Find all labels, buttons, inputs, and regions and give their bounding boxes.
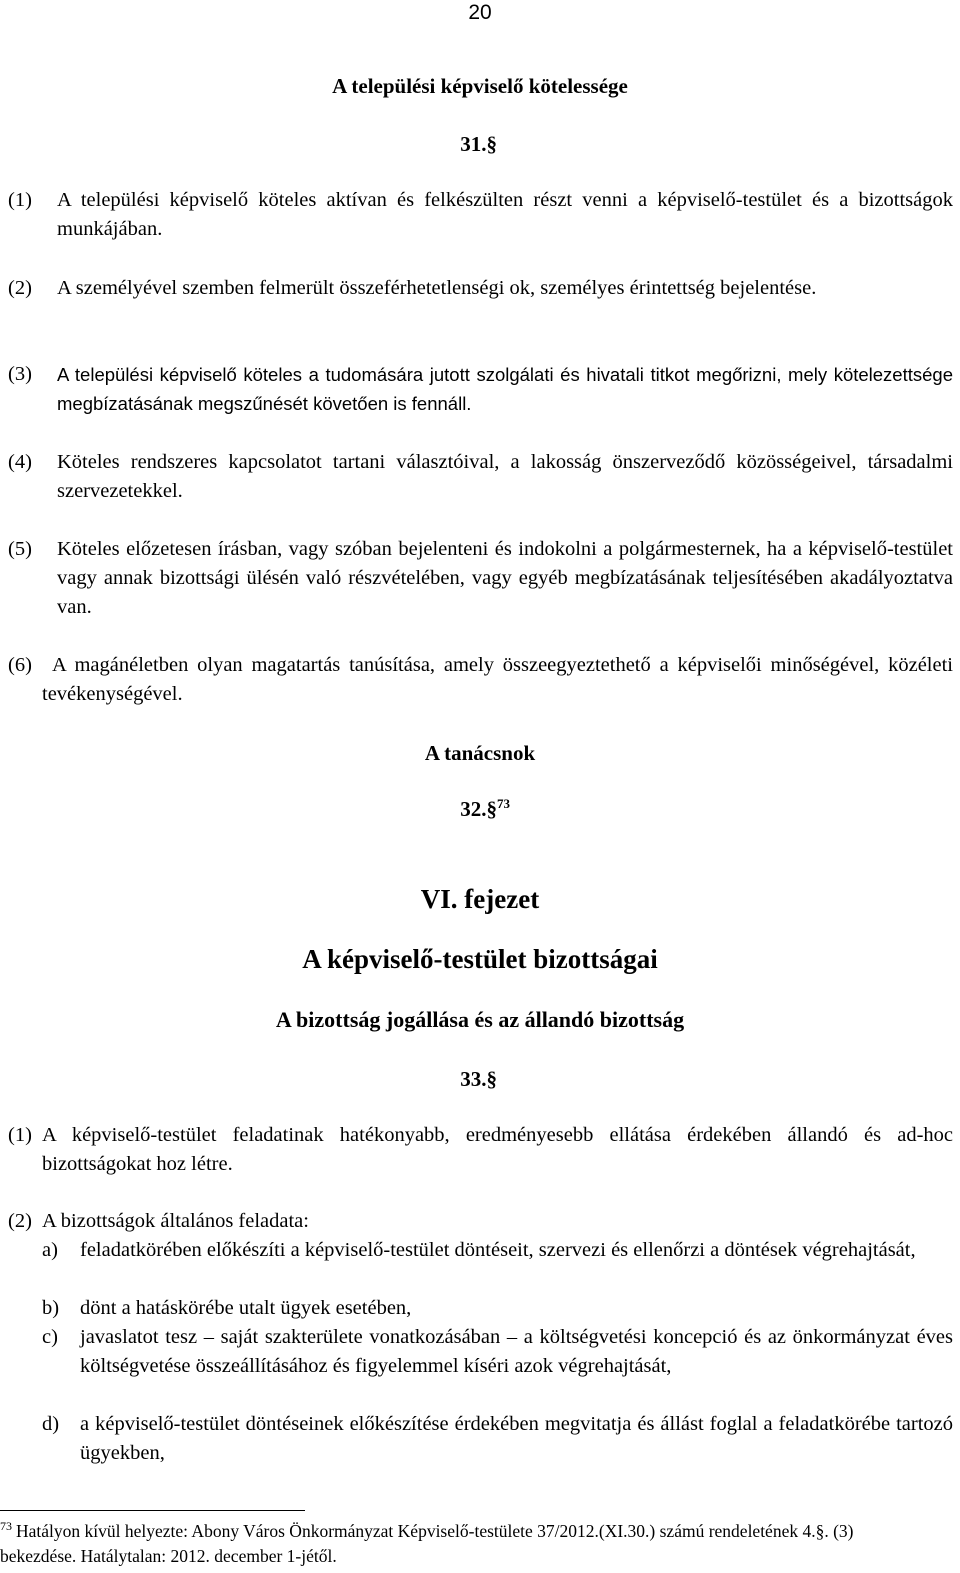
paragraph-31-6-label: (6) — [8, 654, 32, 676]
section-33-label: 33. — [460, 1067, 487, 1091]
list-item-d: a képviselő-testület döntéseinek előkészítése érdekében megvitatja és állást foglal a feladatkörébe tartozó ügyekben, — [80, 1413, 953, 1464]
footnote-text: Hatályon kívül helyezte: Abony Város Önkormányzat Képviselő-testülete 37/2012.(XI.30.) számú rendeletének 4.§. (3) bekezdése. Hatálytalan: 2012. december 1-jétől. — [0, 1521, 854, 1566]
list-item-c-label: c) — [42, 1326, 58, 1348]
paragraph-31-1: A települési képviselő köteles aktívan és felkészülten részt venni a képviselő-testület és a bizottságok munkájában. — [57, 189, 953, 240]
list-item-b: dönt a hatáskörébe utalt ügyek esetében, — [80, 1297, 412, 1319]
paragraph-31-3-label: (3) — [8, 363, 32, 385]
footnote — [0, 1519, 905, 1569]
list-item-c: javaslatot tesz – saját szakterülete vonatkozásában – a költségvetési koncepció és az önkormányzat éves költségvetése összeállításához és figyelemmel kíséri azok végrehajtását, — [80, 1326, 953, 1377]
paragraph-31-2: A személyével szemben felmerült összeférhetetlenségi ok, személyes érintettség bejelentése. — [57, 277, 817, 299]
paragraph-31-5-label: (5) — [8, 538, 32, 560]
heading-bizottsag-jogallasa: A bizottság jogállása és az állandó bizottság — [275, 1007, 685, 1032]
section-32-label: 32. — [460, 797, 487, 821]
paragraph-31-5: Köteles előzetesen írásban, vagy szóban bejelenteni és indokolni a polgármesternek, ha a képviselő-testület vagy annak bizottsági ülésén való részvételében, vagy egyéb megbízatásának teljesítésében akadályoztatva van. — [57, 538, 953, 618]
heading-tanacsnok: A tanácsnok — [424, 741, 536, 765]
paragraph-33-2: A bizottságok általános feladata: — [42, 1210, 309, 1232]
section-33-number: 33.§ — [460, 1067, 497, 1091]
section-31-number: 31.§ — [460, 132, 497, 156]
section-32-number: 32.§$^{73}$ — [460, 796, 510, 821]
chapter-number: VI. fejezet — [420, 884, 540, 914]
footnote-mark: 73 — [0, 1519, 12, 1534]
list-item-d-label: d) — [42, 1413, 60, 1435]
paragraph-31-4-label: (4) — [8, 451, 32, 473]
page-number: 20 — [468, 1, 492, 24]
paragraph-31-6-text: A magánéletben olyan magatartás tanúsítása, amely összeegyeztethető a képviselői minőségével, közéleti tevékenységével. — [42, 654, 953, 705]
list-item-b-label: b) — [42, 1297, 60, 1319]
paragraph-33-1 — [42, 1121, 953, 1179]
paragraph-33-1-label: (1) — [8, 1124, 32, 1146]
paragraph-31-1-label: (1) — [8, 189, 32, 211]
paragraph-31-6 — [42, 651, 953, 709]
paragraph-31-3: A települési képviselő köteles a tudomására jutott szolgálati és hivatali titkot megőrizni, mely kötelezettsége megbízatásának megszűnését követően is fennáll. — [57, 364, 953, 414]
paragraph-31-4: Köteles rendszeres kapcsolatot tartani választóival, a lakosság önszerveződő közösségeivel, társadalmi szervezetekkel. — [57, 451, 953, 502]
paragraph-33-1-text: A képviselő-testület feladatinak hatékonyabb, eredményesebb ellátása érdekében állandó és ad-hoc bizottságokat hoz létre. — [42, 1124, 953, 1175]
list-item-a-label: a) — [42, 1239, 58, 1261]
paragraph-31-2-label: (2) — [8, 277, 32, 299]
heading-kotelessege: A települési képviselő kötelessége — [332, 74, 628, 98]
chapter-title: A képviselő-testület bizottságai — [302, 944, 658, 974]
paragraph-33-2-label: (2) — [8, 1210, 32, 1232]
section-32-footnote-ref: 73 — [497, 796, 510, 811]
section-31-label: 31. — [460, 132, 487, 156]
list-item-a: feladatkörében előkészíti a képviselő-testület döntéseit, szervezi és ellenőrzi a döntések végrehajtását, — [80, 1239, 916, 1261]
footnote-separator — [0, 1510, 305, 1511]
